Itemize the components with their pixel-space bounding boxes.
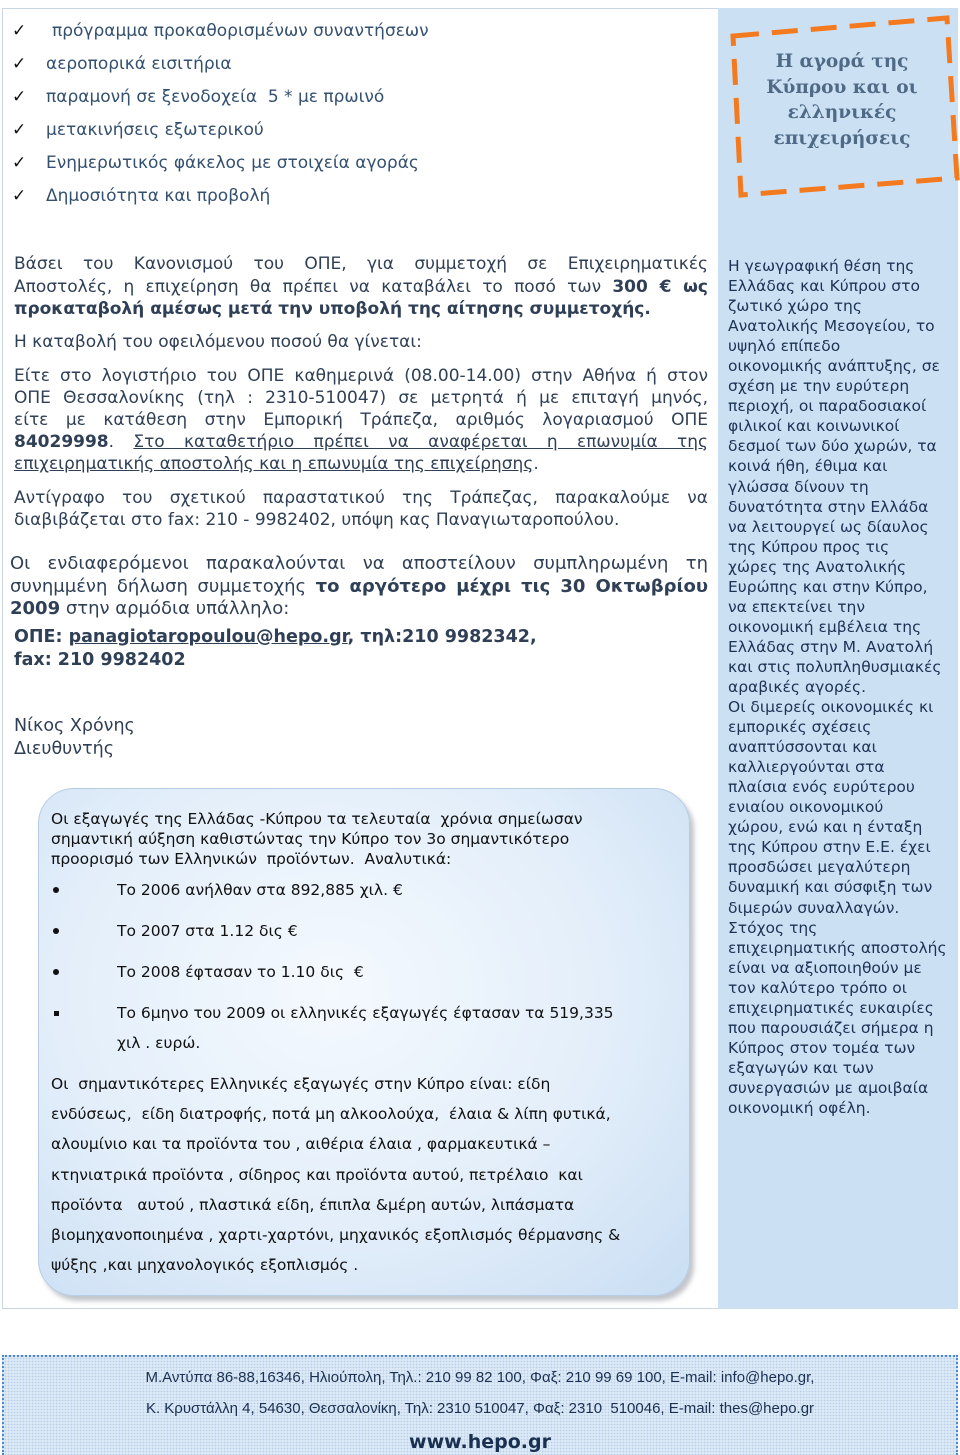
checklist-item-label: παραμονή σε ξενοδοχεία 5 * με πρωινό (46, 86, 385, 107)
sidebar-line: Κύπρος στον τομέα των (728, 1038, 916, 1057)
export-bullet-item (39, 875, 679, 905)
payment-methods-paragraph (14, 365, 708, 475)
intro-line: σημαντική αύξηση καθιστώντας την Κύπρο τον 3ο σημαντικότερο (51, 830, 570, 848)
text-segment: Νίκος Χρόνης (14, 715, 135, 736)
emphasized-text: ΟΠΕ: (14, 626, 69, 647)
sidebar-line: γλώσσα δίνουν τη (728, 477, 869, 496)
sidebar-line: Στόχος της (728, 918, 818, 937)
text-line (10, 576, 708, 599)
sidebar-line: διμερών συναλλαγών. (728, 898, 900, 917)
text-line (14, 331, 708, 353)
emphasized-text: επιχειρηματικής αποστολής και η επωνυμία της επιχείρησης (14, 454, 534, 474)
checklist-item-label: μετακινήσεις εξωτερικού (46, 120, 264, 141)
export-bullet-item (39, 957, 679, 987)
checklist-item (12, 15, 702, 48)
emphasized-text: 2009 (10, 598, 61, 619)
text-segment: διαβιβάζεται στο fax: 210 - 9982402, υπόψη κας Παναγιωταροπούλου. (14, 510, 620, 530)
products-line: αλουμίνιο και τα προϊόντα του , αιθέρια έλαια , φαρμακευτικά – (51, 1135, 551, 1154)
products-line: ενδύσεως, είδη διατροφής, ποτά μη αλκοολούχα, έλαια & λίπη φυτικά, (51, 1105, 611, 1124)
products-line: κτηνιατρικά προϊόντα , σίδηρος και προϊόντα αυτού, πετρέλαιο και (51, 1165, 583, 1184)
dot-bullet-icon (53, 887, 59, 893)
page-heading (736, 49, 948, 152)
export-bullet-item (39, 916, 679, 946)
checklist-item-label: πρόγραμμα προκαθορισμένων συναντήσεων (52, 20, 429, 41)
sidebar-line: να λειτουργεί ως δίαυλος (728, 517, 929, 536)
emphasized-text: fax: 210 9982402 (14, 649, 186, 670)
text-line (14, 253, 708, 276)
text-segment: ΟΠΕ Θεσσαλονίκης (τηλ : 2310-510047) σε μετρητά ή με επιταγή μηνός, (14, 388, 708, 408)
emphasized-text: 300 € ως (612, 276, 708, 297)
bullet-text: Το 2007 στα 1.12 δις € (117, 922, 298, 940)
text-segment: συνημμένη δήλωση συμμετοχής (10, 575, 316, 597)
sidebar-line: Ελλάδας και Κύπρου στο (728, 277, 920, 296)
text-segment: . (533, 454, 539, 474)
text-segment: στην αρμόδια υπάλληλο: (60, 598, 290, 619)
text-line (14, 453, 708, 475)
text-line (14, 487, 708, 509)
heading-line: Η αγορά της (775, 51, 909, 72)
text-segment: Αντίγραφο του σχετικού παραστατικού της Τράπεζας, παρακαλούμε να (14, 488, 708, 508)
sidebar-line: περιοχή, οι παραδοσιακοί (728, 397, 927, 416)
text-segment: Διευθυντής (14, 738, 114, 759)
heading-line: ελληνικές (787, 102, 897, 124)
text-line (14, 509, 708, 531)
exports-info-box (38, 788, 690, 1296)
sidebar-line: χώρες της Ανατολικής (728, 557, 907, 576)
fee-paragraph (14, 253, 708, 321)
export-bullet-item (39, 998, 679, 1058)
sidebar-line: οικονομική οφέλη. (728, 1098, 871, 1117)
payment-intro (14, 331, 708, 353)
text-line (10, 598, 708, 621)
services-checklist (12, 15, 702, 214)
products-line: ψύξης ,και μηχανολογικός εξοπλισμός . (51, 1256, 359, 1275)
contact-details (14, 626, 708, 672)
sidebar-line: χώρου, ενώ και η ένταξη (728, 818, 923, 837)
text-segment: είτε με κατάθεση στην Εμπορική Τράπεζα, αριθμός λογαριασμού ΟΠΕ (14, 410, 708, 430)
sidebar-line: κοινά ήθη, έθιμα και (728, 457, 888, 476)
text-segment: Η καταβολή του οφειλόμενου ποσού θα γίνεται: (14, 332, 422, 352)
dot-bullet-icon (53, 969, 59, 975)
sidebar-line: Οι διμερείς οικονομικές κι (728, 698, 934, 717)
products-line: Οι σημαντικότερες Ελληνικές εξαγωγές στην Κύπρο είναι: είδη (51, 1075, 551, 1093)
checklist-item (12, 81, 702, 114)
checkmark-icon (12, 147, 46, 180)
sidebar-line: να επεκτείνει την (728, 597, 866, 616)
bullet-text: Το 2008 έφτασαν το 1.10 δις € (117, 963, 364, 981)
text-segment: . (108, 432, 134, 452)
products-line: προϊόντα αυτού , πλαστικά είδη, έπιπλα &μέρη αυτών, λιπάσματα (51, 1195, 575, 1214)
bullet-text: Το 2006 ανήλθαν στα 892,885 χιλ. € (117, 881, 403, 899)
email-link[interactable]: panagiotaropoulou@hepo.gr (68, 626, 348, 647)
bank-copy-paragraph (14, 487, 708, 531)
bullet-text: Το 6μηνο του 2009 οι ελληνικές εξαγωγές έφτασαν τα 519,335 (117, 1004, 614, 1022)
checkmark-icon (12, 180, 46, 213)
emphasized-text: 84029998 (14, 432, 109, 452)
text-line (14, 649, 708, 672)
exports-bullet-list (39, 875, 679, 1069)
sidebar-line: της Κύπρου στην Ε.Ε. έχει (728, 838, 931, 857)
footer-athens-address: Μ.Αντύπα 86-88,16346, Ηλιούπολη, Τηλ.: 210 99 82 100, Φαξ: 210 99 69 100, E-mail: info@hepo.gr, (145, 1369, 815, 1386)
text-line (10, 553, 708, 576)
sidebar-line: της Κύπρου προς τις (728, 537, 890, 556)
sidebar-line: σχέση με την ευρύτερη (728, 377, 910, 396)
text-segment: Οι ενδιαφερόμενοι παρακαλούνται να αποστείλουν συμπληρωμένη τη (10, 553, 708, 574)
sidebar-line: αραβικές αγορές. (728, 677, 867, 696)
sidebar-line: υψηλό επίπεδο (728, 337, 841, 356)
exports-intro (51, 809, 671, 869)
text-segment: Βάσει του Κανονισμού του ΟΠΕ, για συμμετοχή σε Επιχειρηματικές (14, 254, 708, 274)
registration-paragraph (10, 553, 708, 621)
footer (2, 1355, 958, 1455)
sidebar-line: οικονομικής ανάπτυξης, σε (728, 357, 940, 376)
sidebar-line: επιχειρηματικής αποστολής (728, 938, 947, 957)
text-segment: Αποστολές, η επιχείρηση θα πρέπει να καταβάλει το ποσό των (14, 276, 613, 297)
sidebar-line: είναι να αξιοποιηθούν με (728, 958, 922, 977)
sidebar-line: πλαίσια ενός ευρύτερου (728, 778, 915, 797)
checkmark-icon (12, 15, 46, 48)
exports-products (51, 1069, 681, 1280)
sidebar-line: φιλικοί και κοινωνικοί (728, 417, 900, 436)
checklist-item (12, 114, 702, 147)
text-line (14, 387, 708, 409)
sidebar-line: δυναμική και σύσφιξη των (728, 878, 933, 897)
sidebar-line: δεσμοί των δύο χωρών, τα (728, 437, 937, 456)
square-bullet-icon (54, 1011, 59, 1016)
sidebar-line: ενιαίου οικονομικού (728, 798, 884, 817)
sidebar-line: καλλιεργούνται στα (728, 758, 885, 777)
checklist-item (12, 147, 702, 180)
sidebar-line: Ανατολικής Μεσογείου, το (728, 317, 935, 336)
emphasized-text: το αργότερο μέχρι τις 30 Οκτωβρίου (315, 575, 709, 597)
text-line (14, 715, 708, 738)
sidebar-line: και στις πολυπληθυσμιακές (728, 657, 942, 676)
heading-line: Κύπρου και οι (766, 76, 918, 98)
sidebar-line: Η γεωγραφική θέση της (728, 257, 915, 275)
checkmark-icon (12, 81, 46, 114)
sidebar-line: Ελλάδας στην Μ. Ανατολή (728, 637, 934, 656)
text-segment: Είτε στο λογιστήριο του ΟΠΕ καθημερινά (08.00-14.00) στην Αθήνα ή στον (14, 366, 708, 386)
bullet-text: χιλ . ευρώ. (117, 1034, 201, 1052)
sidebar-line: ζωτικό χώρο της (728, 297, 862, 316)
sidebar-text (728, 256, 956, 1118)
intro-line: προορισμό των Ελληνικών προϊόντων. Αναλυτικά: (51, 850, 452, 868)
text-line (14, 365, 708, 387)
sidebar-line: οικονομική εμβέλεια της (728, 617, 922, 636)
text-line (14, 298, 708, 321)
website-link[interactable]: www.hepo.gr (409, 1431, 551, 1453)
dot-bullet-icon (53, 928, 59, 934)
sidebar-line: που παρουσιάζει σήμερα η (728, 1018, 934, 1037)
checklist-item-label: αεροπορικά εισιτήρια (46, 53, 232, 74)
text-line (14, 626, 708, 649)
emphasized-text: Στο καταθετήριο πρέπει να αναφέρεται η επωνυμία της (133, 432, 708, 452)
intro-line: Οι εξαγωγές της Ελλάδας -Κύπρου τα τελευταία χρόνια σημείωσαν (51, 810, 583, 828)
signature (14, 715, 708, 761)
text-line (14, 409, 708, 431)
sidebar-line: αναπτύσσονται και (728, 738, 877, 757)
sidebar-line: εμπορικές σχέσεις (728, 718, 872, 737)
footer-thessaloniki-address: Κ. Κρυστάλλη 4, 54630, Θεσσαλονίκη, Τηλ: 2310 510047, Φαξ: 2310 510046, E-mail: thes@hepo.gr (145, 1400, 815, 1417)
checkmark-icon (12, 48, 46, 81)
emphasized-text: , τηλ:210 9982342, (347, 626, 537, 647)
checklist-item-label: Ενημερωτικός φάκελος με στοιχεία αγοράς (46, 153, 419, 174)
text-line (14, 738, 708, 761)
heading-line: επιχειρήσεις (773, 128, 911, 150)
checklist-item (12, 180, 702, 213)
checklist-item-label: Δημοσιότητα και προβολή (46, 186, 271, 207)
sidebar-line: δυνατότητα στην Ελλάδα (728, 497, 929, 516)
text-line (14, 276, 708, 299)
emphasized-text: προκαταβολή αμέσως μετά την υποβολή της αίτησης συμμετοχής. (14, 299, 651, 319)
products-line: βιομηχανοποιημένα , χαρτι-χαρτόνι, μηχανικός εξοπλισμός θέρμανσης & (51, 1225, 621, 1244)
checklist-item (12, 48, 702, 81)
sidebar-line: προσδώσει μεγαλύτερη (728, 858, 911, 877)
sidebar-line: Ευρώπης και στην Κύπρο, (728, 577, 928, 596)
sidebar-line: επιχειρηματικές ευκαιρίες (728, 998, 934, 1017)
text-line (14, 431, 708, 453)
sidebar-line: τον καλύτερο τρόπο οι (728, 978, 907, 997)
sidebar-line: εξαγωγών και των (728, 1058, 874, 1077)
sidebar-line: συνεργασιών με αμοιβαία (728, 1078, 929, 1097)
checkmark-icon (12, 114, 46, 147)
